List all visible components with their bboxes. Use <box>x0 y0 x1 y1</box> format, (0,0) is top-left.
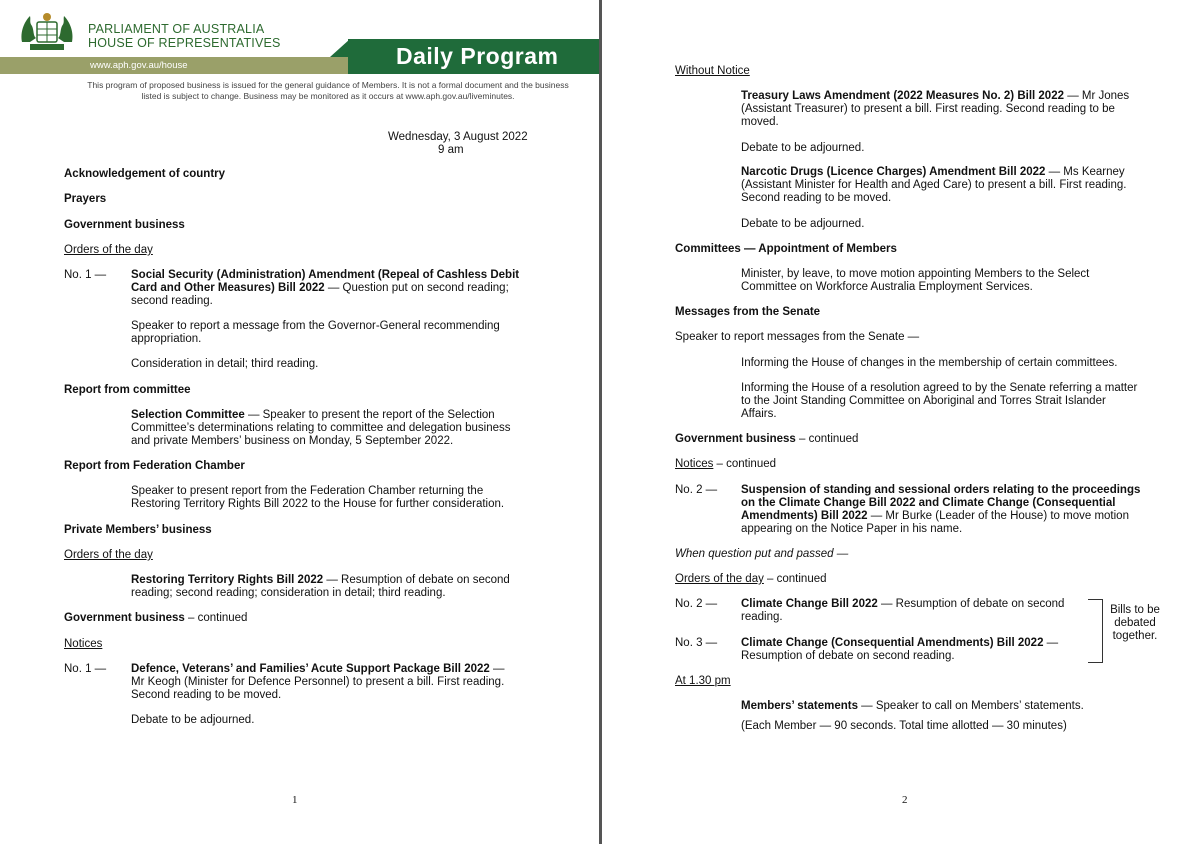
continued-label: – continued <box>763 573 827 585</box>
subheading-notices: Notices <box>64 638 103 650</box>
heading-acknowledgement: Acknowledgement of country <box>64 168 226 180</box>
heading-messages-from-senate: Messages from the Senate <box>675 306 821 318</box>
bill-title: Social Security (Administration) Amendment (Repeal of Cashless Debit Card and Other Measures) Bill 2022 <box>131 269 520 294</box>
bill-title: Climate Change (Consequential Amendments) Bill 2022 <box>741 637 1044 649</box>
heading-government-business-continued <box>675 433 858 446</box>
heading-label: Government business <box>675 433 796 445</box>
page-number: 2 <box>902 794 908 806</box>
bill-action: — Mr Jones (Assistant Treasurer) to present a bill. First reading. Second reading to be moved. <box>741 90 1130 128</box>
item-note: Debate to be adjourned. <box>131 714 255 726</box>
messages-intro: Speaker to report messages from the Senate — <box>675 331 920 343</box>
item-note: (Each Member — 90 seconds. Total time allotted — 30 minutes) <box>741 720 1067 732</box>
item-title: Selection Committee <box>131 409 245 421</box>
heading-label: Government business <box>64 612 185 624</box>
subheading-at-130pm: At 1.30 pm <box>675 675 731 687</box>
item-number: No. 2 — <box>675 484 718 496</box>
motion-action: — Mr Burke (Leader of the House) to move motion appearing on the Notice Paper in his name. <box>741 510 1129 535</box>
bill-action: — Resumption of debate on second reading. <box>741 637 1059 662</box>
subheading-orders-of-the-day: Orders of the day <box>64 244 153 256</box>
bill-title: Defence, Veterans’ and Families’ Acute Support Package Bill 2022 <box>131 663 490 675</box>
item-climate-change-bill <box>741 598 1076 624</box>
bill-title: Climate Change Bill 2022 <box>741 598 878 610</box>
bill-title: Narcotic Drugs (Licence Charges) Amendment Bill 2022 <box>741 166 1046 178</box>
heading-report-from-committee: Report from committee <box>64 384 191 396</box>
when-question-passed: When question put and passed — <box>675 548 849 560</box>
subheading-orders-of-the-day-continued <box>675 573 827 586</box>
heading-government-business-continued <box>64 612 247 625</box>
bill-action: — Question put on second reading; second reading. <box>131 282 509 307</box>
message-item: Informing the House of changes in the membership of certain committees. <box>741 357 1118 369</box>
item-number: No. 3 — <box>675 637 718 649</box>
heading-prayers: Prayers <box>64 193 107 205</box>
bracket-bills-together <box>1088 599 1103 663</box>
item-climate-change-consequential-bill <box>741 637 1076 663</box>
subheading-without-notice: Without Notice <box>675 65 750 77</box>
heading-report-from-federation-chamber: Report from Federation Chamber <box>64 460 245 472</box>
item-number: No. 2 — <box>675 598 718 610</box>
motion-title: Suspension of standing and sessional orders relating to the proceedings on the Climate Change Bill 2022 and Climate Change (Consequential Amendments) Bill 2022 <box>741 484 1141 522</box>
bill-title: Restoring Territory Rights Bill 2022 <box>131 574 324 586</box>
item-selection-committee <box>131 409 531 448</box>
bill-action: — Ms Kearney (Assistant Minister for Health and Aged Care) to present a bill. First reading. Second reading to be moved. <box>741 166 1127 204</box>
bill-action: — Resumption of debate on second reading; second reading; consideration in detail; third reading. <box>131 574 510 599</box>
continued-label: – continued <box>713 458 777 470</box>
item-members-statements <box>741 700 1084 713</box>
heading-private-members-business: Private Members’ business <box>64 524 212 536</box>
disclaimer-text: This program of proposed business is issued for the general guidance of Members. It is not a formal document and the business listed is subject to change. Business may be monitored as it occurs at www.aph.gov.au/liveminutes. <box>87 80 569 101</box>
continued-label: – continued <box>795 433 859 445</box>
item-note: Speaker to report a message from the Governor-General recommending appropriation. <box>131 320 500 345</box>
bill-action: — Mr Keogh (Minister for Defence Personnel) to present a bill. First reading. Second reading to be moved. <box>131 663 505 701</box>
item-suspension-standing-orders <box>741 484 1141 536</box>
item-action: — Speaker to call on Members’ statements. <box>857 700 1084 712</box>
item-committees-motion: Minister, by leave, to move motion appointing Members to the Select Committee on Workforce Australia Employment Services. <box>741 268 1090 293</box>
item-note: Debate to be adjourned. <box>741 218 865 230</box>
item-treasury-laws-bill <box>741 90 1136 129</box>
website-link[interactable]: www.aph.gov.au/house <box>90 60 188 71</box>
heading-government-business: Government business <box>64 219 185 231</box>
message-item: Informing the House of a resolution agreed to by the Senate referring a matter to the Joint Standing Committee on Aboriginal and Torres Strait Islander Affairs. <box>741 382 1138 420</box>
page-number: 1 <box>292 794 298 806</box>
heading-committees: Committees — Appointment of Members <box>675 243 897 255</box>
item-action: — Speaker to present the report of the Selection Committee’s determinations relating to committee and delegation business and private Members’ business on Monday, 5 September 2022. <box>131 409 511 447</box>
organisation-line-2: HOUSE OF REPRESENTATIVES <box>88 36 281 50</box>
document-title: Daily Program <box>396 43 559 69</box>
organisation-line-1: PARLIAMENT OF AUSTRALIA <box>88 22 265 36</box>
item-note: Consideration in detail; third reading. <box>131 358 319 370</box>
item-restoring-territory-rights-bill <box>131 574 516 600</box>
item-number: No. 1 — <box>64 269 107 281</box>
item-title: Members’ statements <box>741 700 858 712</box>
item-social-security-bill <box>131 269 526 308</box>
item-defence-veterans-bill <box>131 663 511 702</box>
notices-label: Notices <box>675 458 714 470</box>
page-divider <box>599 0 602 844</box>
subheading-notices-continued <box>675 458 776 471</box>
item-note: Debate to be adjourned. <box>741 142 865 154</box>
bill-action: — Resumption of debate on second reading. <box>741 598 1065 623</box>
date-text: Wednesday, 3 August 2022 <box>388 131 528 143</box>
orders-label: Orders of the day <box>675 573 764 585</box>
item-federation-chamber: Speaker to present report from the Federation Chamber returning the Restoring Territory Rights Bill 2022 to the House for further consideration. <box>131 485 505 510</box>
coat-of-arms-icon <box>16 8 78 54</box>
item-number: No. 1 — <box>64 663 107 675</box>
time-text: 9 am <box>438 144 464 156</box>
subheading-orders-of-the-day: Orders of the day <box>64 549 153 561</box>
bracket-note: Bills to be debated together. <box>1110 604 1160 642</box>
organisation-name <box>88 22 281 50</box>
bill-title: Treasury Laws Amendment (2022 Measures No. 2) Bill 2022 <box>741 90 1064 102</box>
continued-label: – continued <box>184 612 248 624</box>
header-bar-notch <box>330 39 350 57</box>
item-narcotic-drugs-bill <box>741 166 1136 205</box>
